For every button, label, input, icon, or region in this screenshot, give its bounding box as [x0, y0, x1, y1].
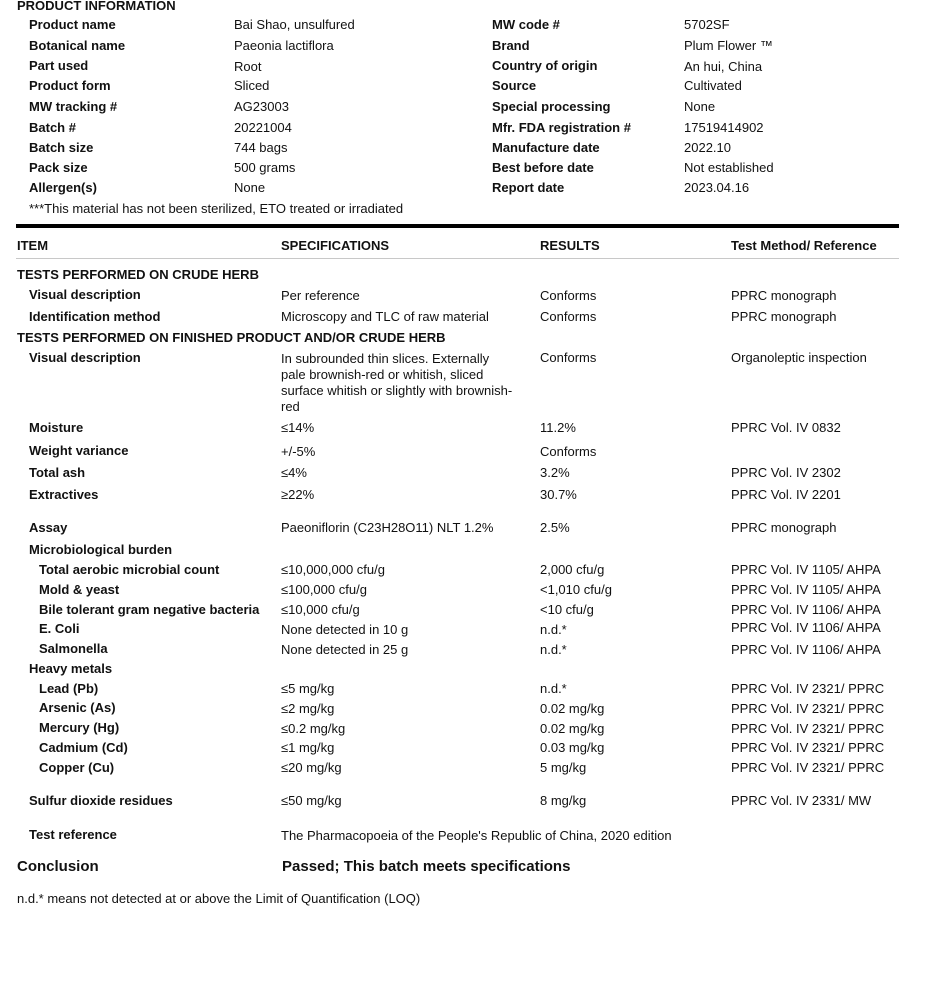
- test-subitem: Cadmium (Cd): [39, 740, 128, 755]
- info-label: Batch #: [29, 120, 76, 135]
- test-spec: Per reference: [281, 288, 360, 303]
- test-subitem: Mercury (Hg): [39, 720, 120, 735]
- info-value: None: [234, 180, 266, 195]
- test-subitem: Salmonella: [39, 641, 108, 656]
- test-method: PPRC Vol. IV 2201: [731, 487, 841, 502]
- info-label: Best before date: [492, 160, 594, 175]
- product-info-heading: PRODUCT INFORMATION: [17, 0, 176, 13]
- info-value: 500 grams: [234, 160, 296, 175]
- info-label: Botanical name: [29, 38, 126, 53]
- section-divider: [16, 224, 899, 228]
- info-value: Bai Shao, unsulfured: [234, 17, 355, 32]
- info-note: ***This material has not been sterilized, ETO treated or irradiated: [29, 201, 404, 216]
- test-item: Identification method: [29, 309, 161, 324]
- test-result: n.d.*: [540, 681, 567, 696]
- info-value: An hui, China: [684, 59, 763, 74]
- test-result: <1,010 cfu/g: [540, 582, 612, 597]
- info-value: Sliced: [234, 78, 270, 93]
- test-result: Conforms: [540, 350, 597, 365]
- info-label: Manufacture date: [492, 140, 600, 155]
- info-value: 2022.10: [684, 140, 731, 155]
- test-spec: ≤20 mg/kg: [281, 760, 342, 775]
- test-result: 0.02 mg/kg: [540, 701, 605, 716]
- info-value: 744 bags: [234, 140, 288, 155]
- test-result: 5 mg/kg: [540, 760, 587, 775]
- test-method: PPRC Vol. IV 2321/ PPRC: [731, 681, 885, 696]
- header-divider: [16, 258, 899, 259]
- test-spec: ≤1 mg/kg: [281, 740, 335, 755]
- info-label: MW tracking #: [29, 99, 118, 114]
- test-result: n.d.*: [540, 642, 567, 657]
- info-value: None: [684, 99, 716, 114]
- info-value: 17519414902: [684, 120, 764, 135]
- table-section-heading: TESTS PERFORMED ON CRUDE HERB: [17, 267, 259, 282]
- info-label: Country of origin: [492, 58, 598, 73]
- test-method: PPRC Vol. IV 2331/ MW: [731, 793, 872, 808]
- info-value: 5702SF: [684, 17, 730, 32]
- info-value: 20221004: [234, 120, 292, 135]
- test-method: PPRC Vol. IV 2321/ PPRC: [731, 701, 885, 716]
- info-label: Brand: [492, 38, 530, 53]
- test-group-heading: Microbiological burden: [29, 542, 173, 557]
- test-spec: ≥22%: [281, 487, 315, 502]
- test-result: 3.2%: [540, 465, 570, 480]
- test-subitem: Copper (Cu): [39, 760, 115, 775]
- test-spec: ≤4%: [281, 465, 307, 480]
- test-spec: The Pharmacopoeia of the People's Republic of China, 2020 edition: [281, 828, 672, 843]
- info-value: 2023.04.16: [684, 180, 750, 195]
- test-spec: None detected in 10 g: [281, 622, 409, 637]
- test-subitem: Bile tolerant gram negative bacteria: [39, 602, 260, 617]
- test-item: Sulfur dioxide residues: [29, 793, 173, 808]
- table-section-heading: TESTS PERFORMED ON FINISHED PRODUCT AND/OR CRUDE HERB: [17, 330, 446, 345]
- footnote: n.d.* means not detected at or above the Limit of Quantification (LOQ): [17, 891, 421, 906]
- test-result: Conforms: [540, 288, 597, 303]
- info-label: Allergen(s): [29, 180, 97, 195]
- test-method: PPRC Vol. IV 1105/ AHPA: [731, 562, 881, 577]
- test-subitem: E. Coli: [39, 621, 80, 636]
- info-value: AG23003: [234, 99, 289, 114]
- test-result: 30.7%: [540, 487, 577, 502]
- test-method: PPRC monograph: [731, 520, 837, 535]
- info-value: Not established: [684, 160, 774, 175]
- test-method: PPRC monograph: [731, 288, 837, 303]
- test-spec: None detected in 25 g: [281, 642, 409, 657]
- test-method: Organoleptic inspection: [731, 350, 867, 365]
- info-label: Pack size: [29, 160, 88, 175]
- test-method: PPRC Vol. IV 2321/ PPRC: [731, 721, 885, 736]
- test-spec: Paeoniflorin (C23H28O11) NLT 1.2%: [281, 520, 494, 535]
- column-header: RESULTS: [540, 238, 600, 253]
- info-value: Plum Flower ™: [684, 38, 773, 53]
- test-subitem: Mold & yeast: [39, 582, 120, 597]
- test-method: PPRC Vol. IV 1106/ AHPA: [731, 642, 881, 657]
- info-label: Mfr. FDA registration #: [492, 120, 631, 135]
- test-result: n.d.*: [540, 622, 567, 637]
- info-label: Special processing: [492, 99, 611, 114]
- test-item: Visual description: [29, 350, 141, 365]
- test-method: PPRC Vol. IV 1105/ AHPA: [731, 582, 881, 597]
- test-item: Extractives: [29, 487, 99, 502]
- info-label: Part used: [29, 58, 89, 73]
- info-value: Root: [234, 59, 262, 74]
- column-header: Test Method/ Reference: [731, 238, 877, 253]
- conclusion-text: Passed; This batch meets specifications: [282, 858, 571, 875]
- test-spec: ≤0.2 mg/kg: [281, 721, 346, 736]
- info-label: MW code #: [492, 17, 560, 32]
- test-subitem: Total aerobic microbial count: [39, 562, 220, 577]
- test-result: 0.02 mg/kg: [540, 721, 605, 736]
- test-method: PPRC Vol. IV 1106/ AHPA: [731, 620, 881, 635]
- test-subitem: Arsenic (As): [39, 700, 116, 715]
- conclusion-label: Conclusion: [17, 858, 99, 875]
- test-result: 2,000 cfu/g: [540, 562, 605, 577]
- test-result: Conforms: [540, 444, 597, 459]
- test-method: PPRC Vol. IV 2321/ PPRC: [731, 760, 885, 775]
- test-method: PPRC Vol. IV 2302: [731, 465, 841, 480]
- test-spec: +/-5%: [281, 444, 316, 459]
- info-label: Product name: [29, 17, 116, 32]
- info-label: Batch size: [29, 140, 94, 155]
- test-item: Test reference: [29, 827, 117, 842]
- test-spec: ≤14%: [281, 420, 315, 435]
- test-spec: ≤10,000 cfu/g: [281, 602, 360, 617]
- info-label: Product form: [29, 78, 111, 93]
- test-group-heading: Heavy metals: [29, 661, 113, 676]
- test-method: PPRC Vol. IV 0832: [731, 420, 841, 435]
- test-spec: ≤50 mg/kg: [281, 793, 342, 808]
- test-method: PPRC monograph: [731, 309, 837, 324]
- column-header: SPECIFICATIONS: [281, 238, 390, 253]
- test-item: Total ash: [29, 465, 86, 480]
- test-subitem: Lead (Pb): [39, 681, 99, 696]
- test-result: 2.5%: [540, 520, 570, 535]
- info-label: Report date: [492, 180, 565, 195]
- test-result: <10 cfu/g: [540, 602, 594, 617]
- test-spec: Microscopy and TLC of raw material: [281, 309, 489, 324]
- info-label: Source: [492, 78, 537, 93]
- test-spec: ≤100,000 cfu/g: [281, 582, 367, 597]
- test-spec: In subrounded thin slices. Externally pale brownish-red or whitish, sliced surface whitish or slightly with brownish-red: [281, 351, 513, 414]
- test-item: Moisture: [29, 420, 84, 435]
- column-header: ITEM: [17, 238, 49, 253]
- test-method: PPRC Vol. IV 1106/ AHPA: [731, 602, 881, 617]
- test-spec: ≤2 mg/kg: [281, 701, 335, 716]
- test-item: Assay: [29, 520, 68, 535]
- test-method: PPRC Vol. IV 2321/ PPRC: [731, 740, 885, 755]
- test-item: Visual description: [29, 287, 141, 302]
- test-result: 11.2%: [540, 420, 576, 435]
- test-spec: ≤5 mg/kg: [281, 681, 335, 696]
- test-item: Weight variance: [29, 443, 129, 458]
- info-value: Paeonia lactiflora: [234, 38, 334, 53]
- info-value: Cultivated: [684, 78, 742, 93]
- test-result: Conforms: [540, 309, 597, 324]
- test-spec: ≤10,000,000 cfu/g: [281, 562, 385, 577]
- test-result: 0.03 mg/kg: [540, 740, 605, 755]
- test-result: 8 mg/kg: [540, 793, 587, 808]
